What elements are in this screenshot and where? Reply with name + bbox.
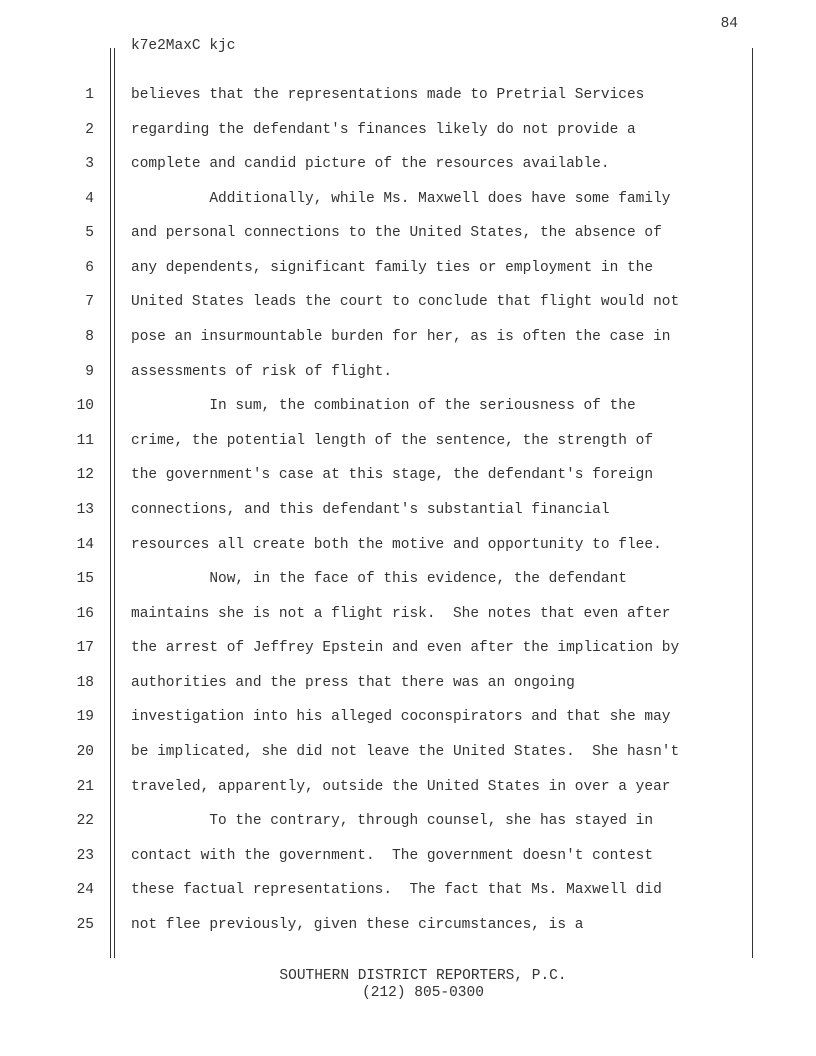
- line-number: 18: [76, 674, 94, 691]
- left-margin-rule-outer: [110, 48, 111, 958]
- line-text: any dependents, significant family ties or employment in the: [131, 259, 654, 276]
- line-text: In sum, the combination of the seriousness of the: [131, 398, 636, 415]
- reporter-name: SOUTHERN DISTRICT REPORTERS, P.C.: [279, 968, 567, 984]
- line-number: 11: [76, 432, 94, 449]
- line-number: 9: [85, 363, 94, 380]
- right-margin-rule: [752, 48, 753, 958]
- line-text: investigation into his alleged coconspirators and that she may: [131, 709, 671, 726]
- line-text: maintains she is not a flight risk. She notes that even after: [131, 605, 671, 622]
- line-text: authorities and the press that there was an ongoing: [131, 674, 575, 691]
- line-number: 1: [85, 87, 94, 103]
- line-number: 17: [76, 640, 94, 657]
- line-number: 12: [76, 467, 94, 484]
- line-number: 7: [85, 294, 94, 311]
- line-text: To the contrary, through counsel, she has stayed in: [131, 813, 654, 830]
- line-text: Additionally, while Ms. Maxwell does have some family: [131, 190, 671, 207]
- line-text: regarding the defendant's finances likely do not provide a: [131, 121, 636, 138]
- line-number: 8: [85, 329, 94, 346]
- case-header: k7e2MaxC kjc: [131, 38, 236, 54]
- line-text: crime, the potential length of the sentence, the strength of: [131, 432, 654, 449]
- line-number: 19: [76, 709, 94, 726]
- line-text: be implicated, she did not leave the United States. She hasn't: [131, 744, 680, 761]
- line-number: 13: [76, 501, 94, 518]
- line-number: 14: [76, 536, 94, 553]
- line-text: contact with the government. The government doesn't contest: [131, 847, 654, 864]
- line-number: 10: [76, 398, 94, 415]
- line-text: pose an insurmountable burden for her, as is often the case in: [131, 329, 671, 346]
- line-number: 20: [76, 744, 94, 761]
- line-number: 3: [85, 156, 94, 173]
- line-text: the government's case at this stage, the defendant's foreign: [131, 467, 654, 484]
- line-text: resources all create both the motive and opportunity to flee.: [131, 536, 662, 553]
- line-text: complete and candid picture of the resources available.: [131, 156, 610, 173]
- line-number: 15: [76, 571, 94, 588]
- line-number: 2: [85, 121, 94, 138]
- line-number: 4: [85, 190, 94, 207]
- page-number: 84: [720, 16, 738, 32]
- line-number: 5: [85, 225, 94, 242]
- line-text: traveled, apparently, outside the United States in over a year: [131, 778, 671, 795]
- line-text: United States leads the court to conclude that flight would not: [131, 294, 680, 311]
- line-text: the arrest of Jeffrey Epstein and even after the implication by: [131, 640, 680, 657]
- line-number: 21: [76, 778, 94, 795]
- line-text: connections, and this defendant's substantial financial: [131, 501, 610, 518]
- line-text: Now, in the face of this evidence, the defendant: [131, 571, 627, 588]
- line-number: 25: [76, 916, 94, 933]
- line-text: and personal connections to the United States, the absence of: [131, 225, 662, 242]
- line-text: believes that the representations made to Pretrial Services: [131, 87, 645, 103]
- line-number: 6: [85, 259, 94, 276]
- reporter-phone: (212) 805-0300: [362, 985, 484, 1001]
- line-number: 24: [76, 882, 94, 899]
- line-number: 16: [76, 605, 94, 622]
- left-margin-rule-inner: [114, 48, 115, 958]
- footer: [0, 968, 816, 1002]
- line-text: not flee previously, given these circumstances, is a: [131, 916, 584, 933]
- line-text: assessments of risk of flight.: [131, 363, 393, 380]
- line-number: 23: [76, 847, 94, 864]
- line-text: these factual representations. The fact that Ms. Maxwell did: [131, 882, 662, 899]
- line-number: 22: [76, 813, 94, 830]
